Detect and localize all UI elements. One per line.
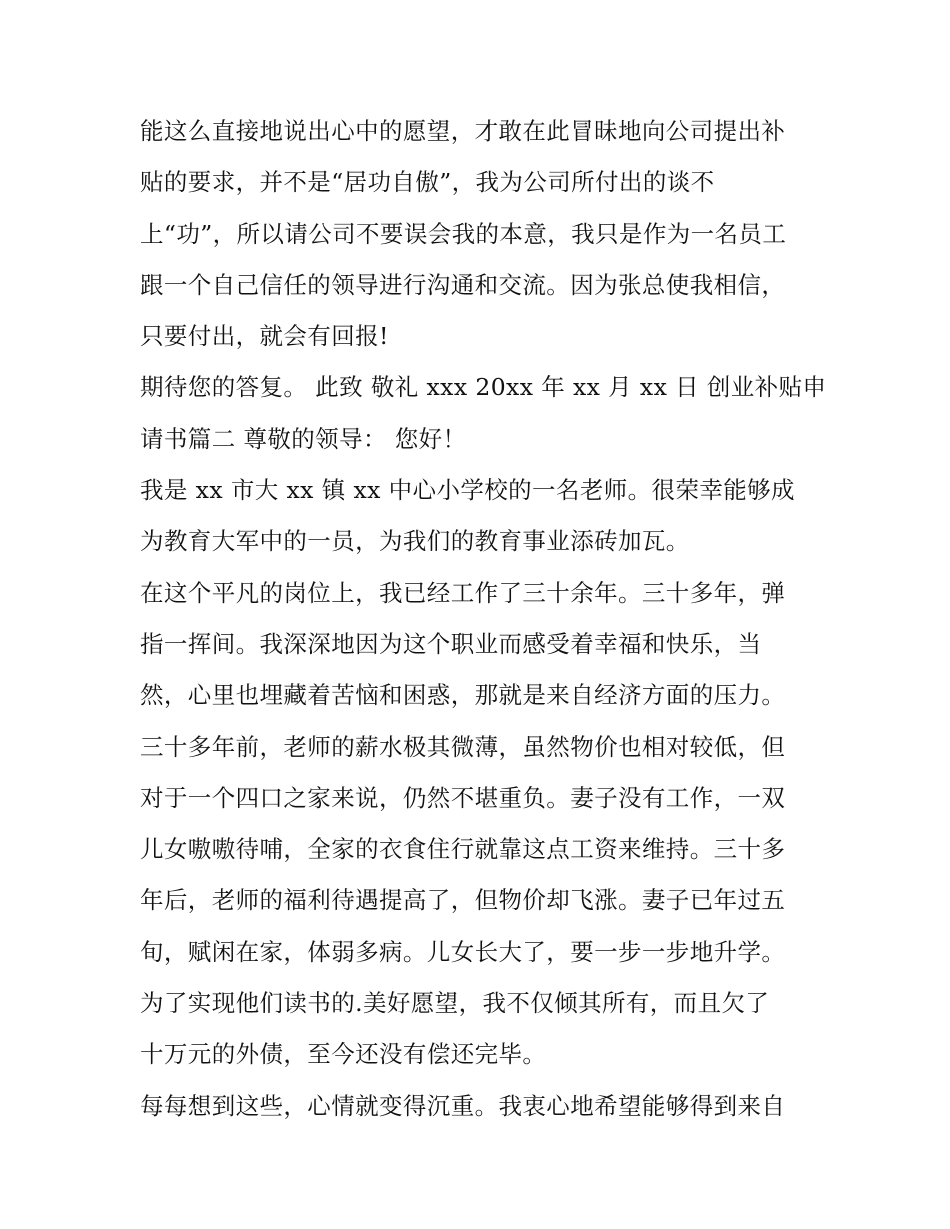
- document-body: [140, 106, 830, 1132]
- text-line: 跟一个自己信任的领导进行沟通和交流。因为张总使我相信，: [140, 270, 786, 299]
- text-line: 为教育大军中的一员，为我们的教育事业添砖加瓦。: [140, 527, 690, 556]
- text-line: 对于一个四口之家来说，仍然不堪重负。妻子没有工作，一双: [140, 783, 786, 812]
- text-line: 儿女嗷嗷待哺，全家的衣食住行就靠这点工资来维持。三十多: [140, 835, 786, 864]
- text-line: 指一挥间。我深深地因为这个职业而感受着幸福和快乐，当: [140, 629, 762, 658]
- text-line: 请书篇二 尊敬的领导： 您好！: [140, 424, 467, 453]
- text-line: 能这么直接地说出心中的愿望，才敢在此冒昧地向公司提出补: [140, 117, 786, 145]
- text-line: 每每想到这些，心情就变得沉重。我衷心地希望能够得到来自: [140, 1091, 786, 1120]
- text-line: 旬，赋闲在家，体弱多病。儿女长大了，要一步一步地升学。: [140, 937, 786, 966]
- text-line: 期待您的答复。 此致 敬礼 xxx 20xx 年 xx 月 xx 日 创业补贴申: [140, 373, 827, 402]
- text-line: 在这个平凡的岗位上，我已经工作了三十余年。三十多年，弹: [140, 578, 786, 607]
- text-line: 上“功”，所以请公司不要误会我的本意，我只是作为一名员工: [140, 219, 787, 248]
- text-line: 三十多年前，老师的薪水极其微薄，虽然物价也相对较低，但: [140, 732, 786, 761]
- text-line: 我是 xx 市大 xx 镇 xx 中心小学校的一名老师。很荣幸能够成: [140, 476, 795, 505]
- text-line: 然，心里也埋藏着苦恼和困惑，那就是来自经济方面的压力。: [140, 681, 786, 710]
- text-line: 贴的要求，并不是“居功自傲”，我为公司所付出的谈不: [140, 168, 715, 197]
- text-line: 十万元的外债，至今还没有偿还完毕。: [140, 1040, 547, 1069]
- text-line: 年后，老师的福利待遇提高了，但物价却飞涨。妻子已年过五: [140, 886, 786, 915]
- text-line: 为了实现他们读书的.美好愿望，我不仅倾其所有，而且欠了: [140, 989, 770, 1018]
- text-line: 只要付出，就会有回报!: [140, 322, 389, 351]
